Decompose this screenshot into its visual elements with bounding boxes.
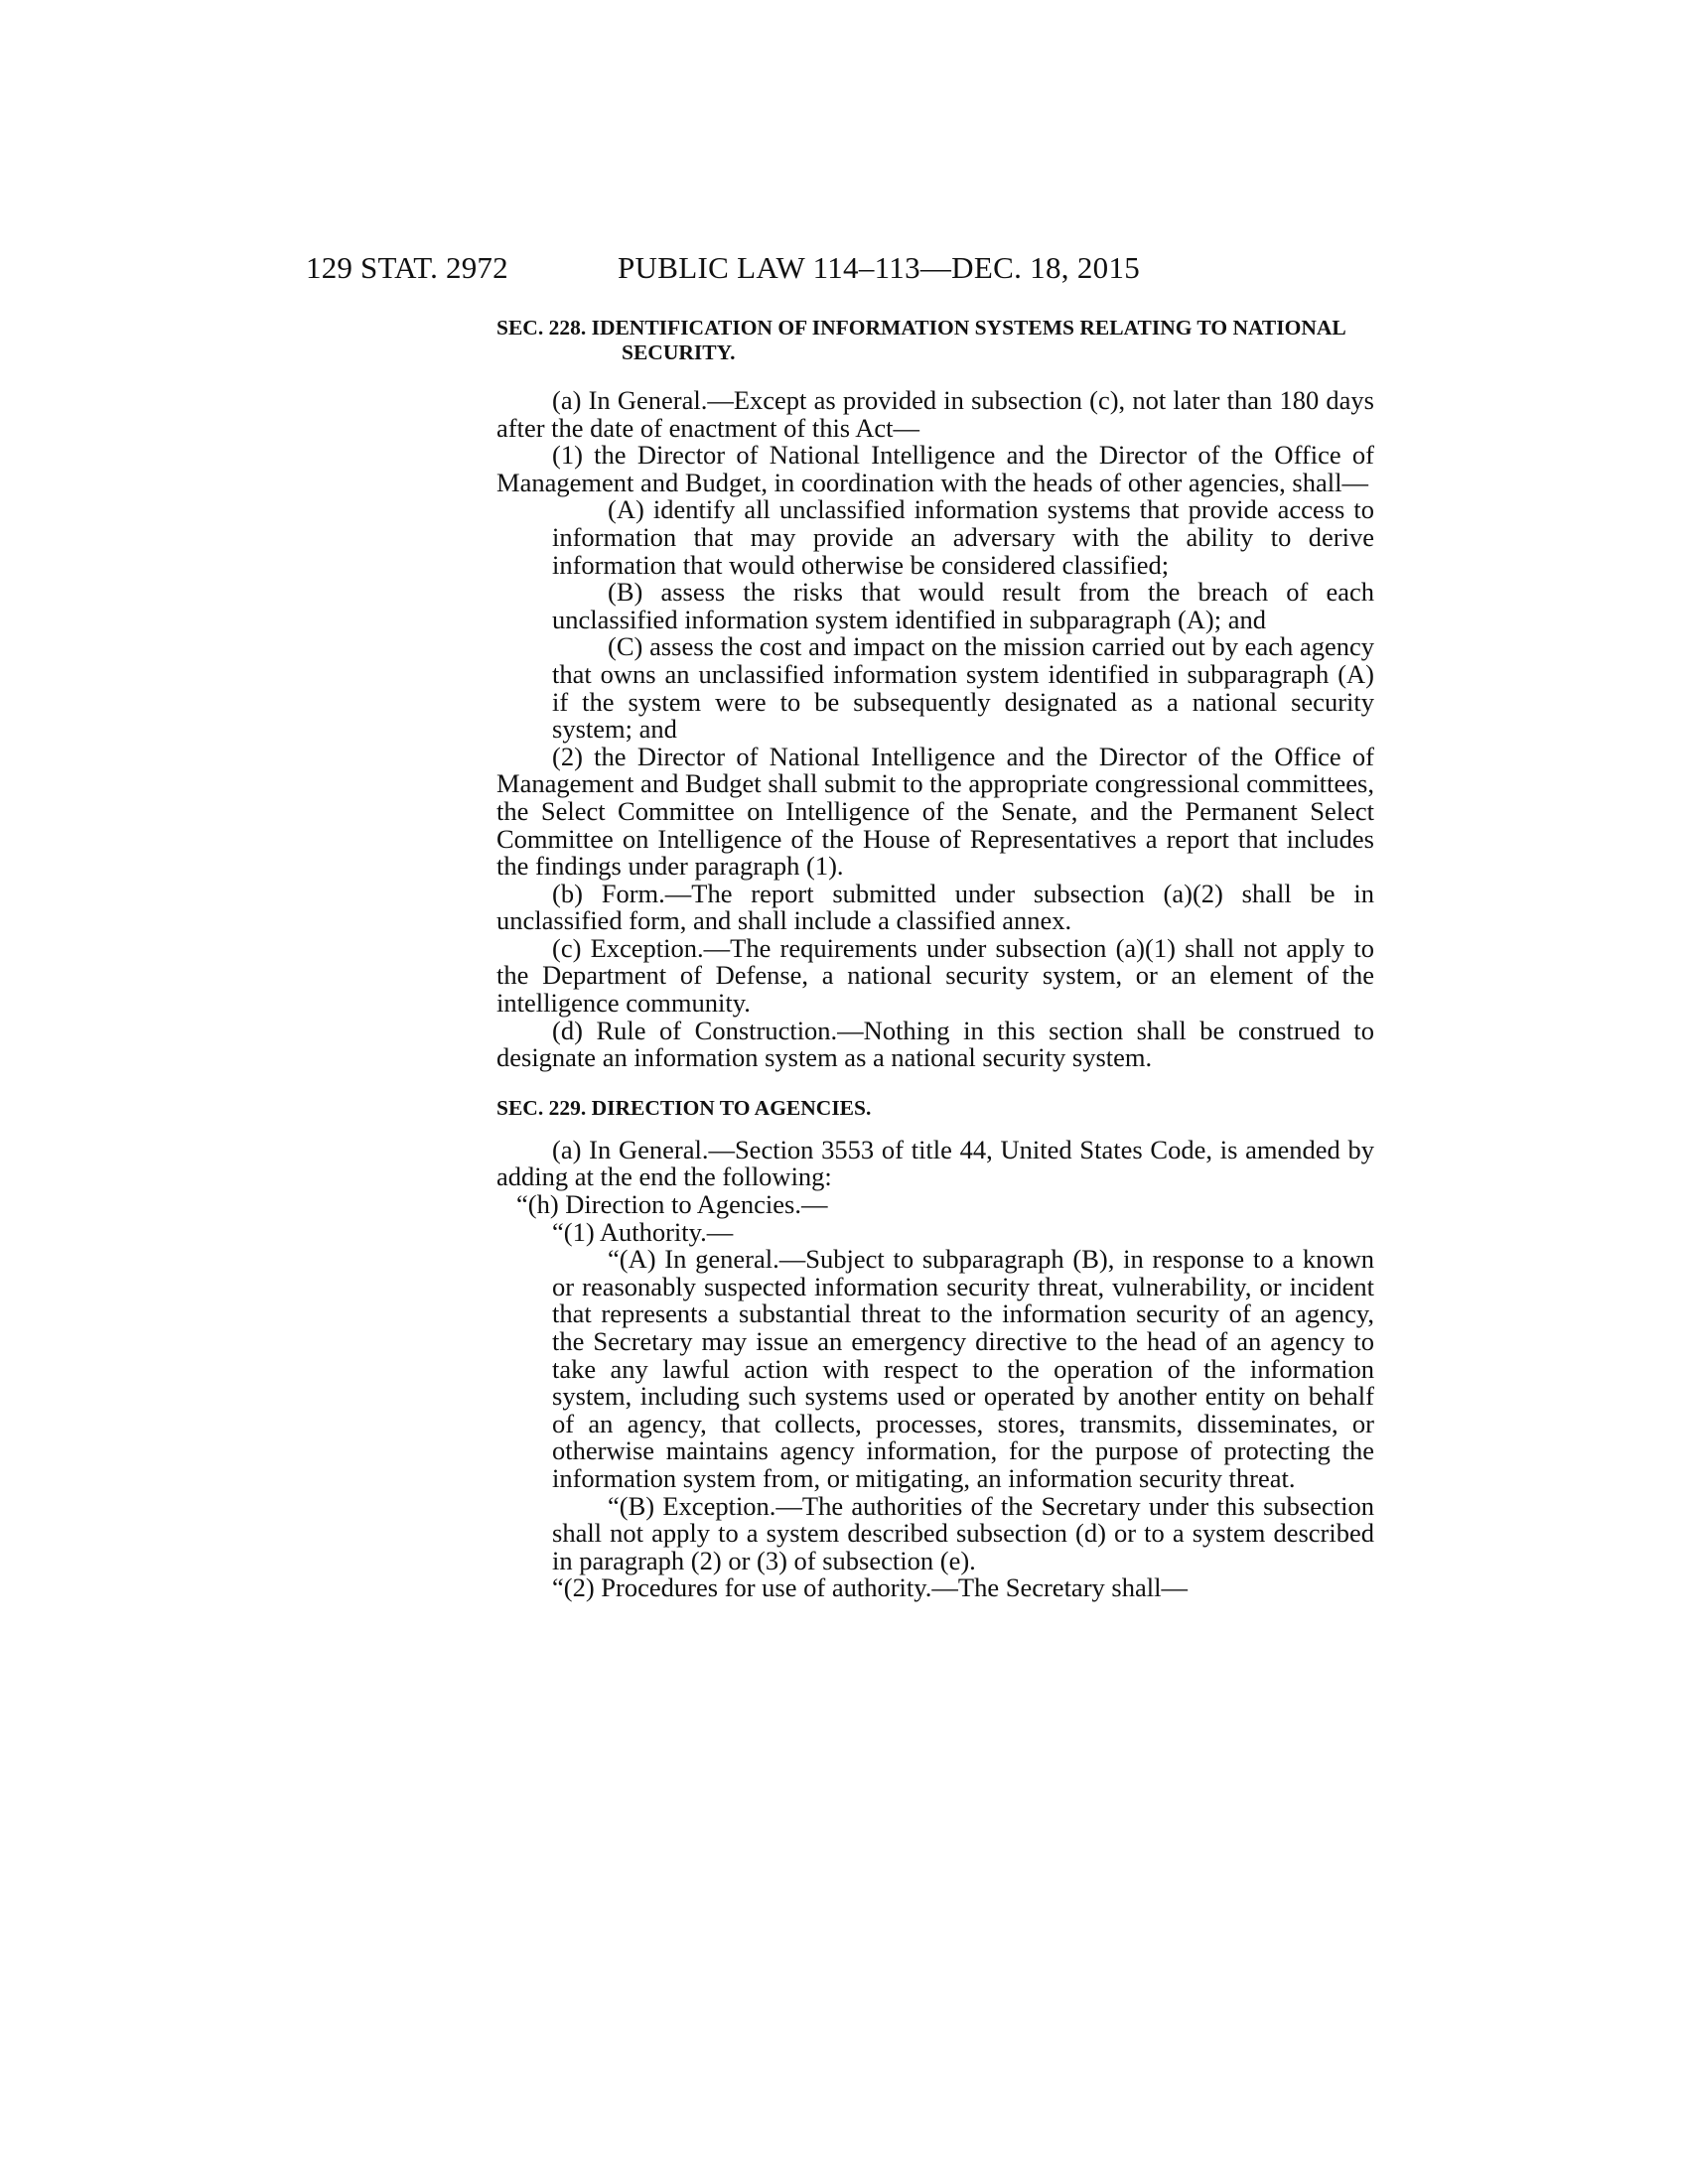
sec228-subsection-c: (c) Exception.—The requirements under subsection (a)(1) shall not apply to the Department of Defense, a national security system, or an element of the intelligence community. [496,932,1374,1019]
sec229-subparagraph-h1B [441,1490,1374,1575]
sec228-paragraph-a1 [441,442,1374,496]
sec229-paragraph-h1-text: “(1) Authority.— [552,1216,734,1247]
sec229-subsection-h [496,1191,1374,1219]
sec228-paragraph-a2-text: (2) the Director of National Intelligence and the Director of the Office of Management and Budget shall submit to the appropriate congressional committees, the Select Committee on Intelligence of the Senate, and the Permanent Select Committee on Intelligence of the House of Representatives a report that includes the findings under paragraph (1). [496,741,1374,882]
sec228-paragraph-a1-text: (1) the Director of National Intelligence and the Director of the Office of Management and Budget, in coordination with the heads of other agencies, shall— [496,440,1374,497]
section-228-heading: SEC. 228. IDENTIFICATION OF INFORMATION SYSTEMS RELATING TO NATIONAL SECURITY. [496,316,1345,364]
sec229-paragraph-h2-text: “(2) Procedures for use of authority.—The Secretary shall— [552,1572,1188,1603]
sec229-paragraph-h1 [496,1216,1374,1247]
sec229-subparagraph-h1B-text: “(B) Exception.—The authorities of the Secretary under this subsection shall not apply to a system described subsection (d) or to a system described in paragraph (2) or (3) of subsection (e). [552,1490,1374,1575]
sec229-subparagraph-h1A [441,1246,1374,1492]
section-229-heading: SEC. 229. DIRECTION TO AGENCIES. [496,1095,872,1120]
page-header [306,250,1368,290]
sec228-subsection-a: (a) In General.—Except as provided in subsection (c), not later than 180 days after the date of enactment of this Act— [496,385,1374,443]
sec229-subparagraph-h1A-text: “(A) In general.—Subject to subparagraph (B), in response to a known or reasonably suspected information security threat, vulnerability, or incident that represents a substantial threat to the information security of an agency, the Secretary may issue an emergency directive to the head of an agency to take any lawful action with respect to the operation of the information system, including such systems used or operated by another entity on behalf of an agency, that collects, processes, stores, transmits, disseminates, or otherwise maintains agency information, for the purpose of protecting the information system from, or mitigating, an information security threat. [552,1244,1374,1493]
sec228-subparagraph-a1A-text: (A) identify all unclassified information systems that provide access to information that may provide an adversary with the ability to derive information that would otherwise be considered classified; [552,494,1374,580]
document-body [496,316,1374,1602]
sec228-subparagraph-a1A [441,496,1374,579]
sec228-subparagraph-a1B-text: (B) assess the risks that would result from the breach of each unclassified information system identified in subparagraph (A); and [552,577,1374,634]
sec229-subsection-h-text: “(h) Direction to Agencies.— [516,1189,828,1220]
sec228-subsection-b: (b) Form.—The report submitted under subsection (a)(2) shall be in unclassified form, and shall include a classified annex. [496,878,1374,936]
sec228-subsection-d: (d) Rule of Construction.—Nothing in this section shall be construed to designate an information system as a national security system. [496,1015,1374,1073]
sec229-paragraph-h2 [441,1574,1374,1602]
sec228-paragraph-a2 [441,741,1374,882]
sec228-subparagraph-a1B [441,579,1374,633]
sec228-subparagraph-a1C [441,633,1374,743]
sec229-subsection-a: (a) In General.—Section 3553 of title 44, United States Code, is amended by adding at the end the following: [496,1134,1374,1192]
statute-citation: 129 STAT. 2972 [306,250,508,285]
sec228-subparagraph-a1C-text: (C) assess the cost and impact on the mission carried out by each agency that owns an unclassified information system identified in subparagraph (A) if the system were to be subsequently designated as a national security system; and [552,631,1374,745]
running-head: PUBLIC LAW 114–113—DEC. 18, 2015 [618,250,1141,285]
